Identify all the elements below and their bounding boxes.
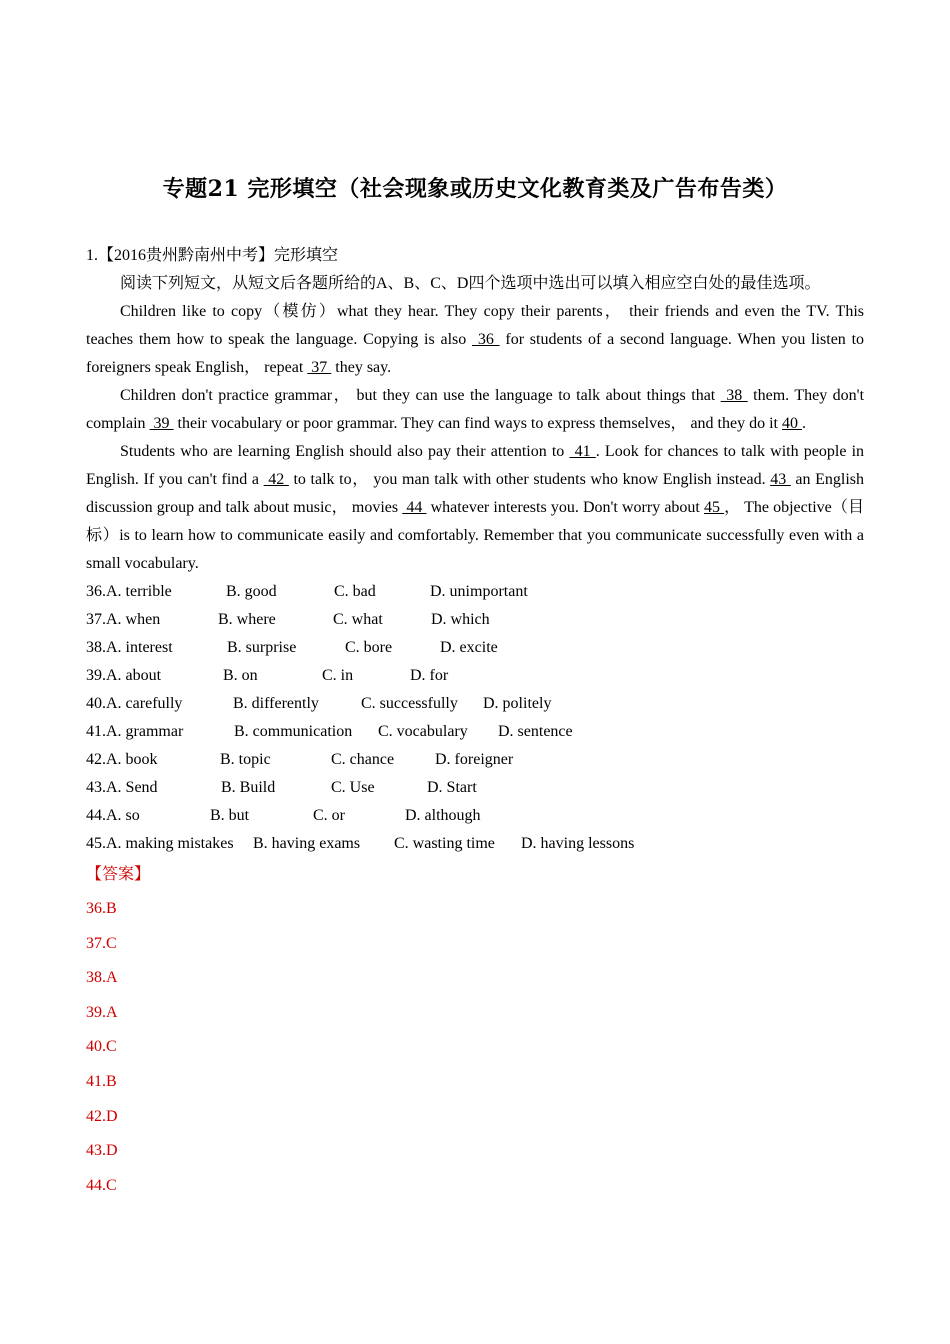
passage-text: Children like to copy（模仿）what they hear. They copy their parents， their friends and even the TV. This teaches them how to speak the language. Copying is also <box>86 303 864 348</box>
blank-42: 42 <box>263 471 289 488</box>
question-heading: 1.【2016贵州黔南州中考】完形填空 <box>86 247 339 264</box>
answer-item: 42.D <box>86 1107 118 1125</box>
option-c: C. bad <box>334 583 376 600</box>
option-d: D. although <box>405 807 481 824</box>
instruction-text: 阅读下列短文，从短文后各题所给的A、B、C、D四个选项中选出可以填入相应空白处的最佳选项。 <box>120 275 821 292</box>
passage-paragraph-3 <box>86 438 864 578</box>
passage-text: ， The objective（目标）is to learn how to communicate easily and comfortably. Remember that you communicate successfully even with a small vocabulary. <box>86 499 865 572</box>
blank-38: 38 <box>720 387 748 404</box>
option-c: C. wasting time <box>394 835 495 852</box>
option-d: D. foreigner <box>435 751 514 768</box>
answer-item: 36.B <box>86 900 117 917</box>
option-c: C. vocabulary <box>378 723 468 740</box>
option-b: B. Build <box>221 779 276 796</box>
option-c: C. what <box>333 611 383 628</box>
option-a: 41.A. grammar <box>86 723 184 740</box>
option-a: 45.A. making mistakes <box>86 835 234 852</box>
option-a: 43.A. Send <box>86 779 158 796</box>
option-d: D. sentence <box>498 723 573 740</box>
option-b: B. but <box>210 807 250 824</box>
passage-text: they say. <box>331 359 392 376</box>
option-row-37 <box>86 606 864 634</box>
passage-text: for students of a second language. When you listen to foreigners speak English， repeat <box>86 331 865 376</box>
option-b: B. where <box>218 611 276 628</box>
answer-heading: 【答案】 <box>86 866 151 883</box>
answer-item: 38.A <box>86 969 118 987</box>
passage-text: them. They don't complain <box>86 387 865 432</box>
option-a: 39.A. about <box>86 667 162 684</box>
option-d: D. which <box>431 611 490 628</box>
option-d: D. Start <box>427 779 477 796</box>
blank-40: 40 <box>781 415 802 432</box>
answer-item: 37.C <box>86 934 117 952</box>
option-d: D. having lessons <box>521 835 635 852</box>
answer-item: 43.D <box>86 1142 118 1160</box>
passage-text: an English discussion group and talk about music， movies <box>86 471 865 516</box>
option-a: 38.A. interest <box>86 639 173 656</box>
blank-43: 43 <box>770 471 791 488</box>
option-row-44 <box>86 802 864 830</box>
passage-paragraph-2 <box>86 382 864 438</box>
passage-text: . Look for chances to talk with people in English. If you can't find a <box>86 443 865 488</box>
blank-45: 45 <box>704 499 725 516</box>
option-row-36 <box>86 578 864 606</box>
passage-text: whatever interests you. Don't worry about <box>426 499 704 516</box>
option-b: B. communication <box>234 723 353 740</box>
passage-text: Students who are learning English should also pay their attention to <box>120 443 570 460</box>
option-b: B. surprise <box>227 639 297 656</box>
option-c: C. Use <box>331 779 375 796</box>
option-a: 36.A. terrible <box>86 583 172 600</box>
option-c: C. chance <box>331 751 395 768</box>
passage-text: to talk to， you man talk with other students who know English instead. <box>288 471 771 488</box>
option-b: B. good <box>226 583 277 600</box>
answer-item: 44.C <box>86 1176 117 1194</box>
option-row-43 <box>86 774 864 802</box>
option-a: 42.A. book <box>86 751 158 768</box>
blank-44: 44 <box>402 499 427 516</box>
option-row-40 <box>86 690 864 718</box>
option-c: C. in <box>322 667 354 684</box>
blank-39: 39 <box>149 415 174 432</box>
passage-text: . <box>801 415 806 432</box>
answer-list <box>86 892 864 1203</box>
option-a: 40.A. carefully <box>86 695 183 712</box>
answer-item: 41.B <box>86 1072 117 1090</box>
blank-41: 41 <box>569 443 596 460</box>
option-a: 37.A. when <box>86 611 161 628</box>
option-d: D. excite <box>440 639 498 656</box>
option-b: B. topic <box>220 751 271 768</box>
option-b: B. having exams <box>253 835 361 852</box>
option-c: C. or <box>313 807 345 824</box>
passage-paragraph-1 <box>86 298 864 382</box>
page-title: 专题21 完形填空（社会现象或历史文化教育类及广告布告类） <box>162 176 788 202</box>
passage-text: Children don't practice grammar， but they can use the language to talk about things that <box>120 387 721 404</box>
option-b: B. differently <box>233 695 319 712</box>
option-row-41 <box>86 718 864 746</box>
option-row-39 <box>86 662 864 690</box>
passage-text: their vocabulary or poor grammar. They can find ways to express themselves， and they do it <box>173 415 782 432</box>
option-d: D. politely <box>483 695 552 712</box>
option-b: B. on <box>223 667 258 684</box>
blank-37: 37 <box>307 359 332 376</box>
option-row-42 <box>86 746 864 774</box>
option-a: 44.A. so <box>86 807 140 824</box>
options-list <box>86 578 864 858</box>
option-row-38 <box>86 634 864 662</box>
answer-item: 39.A <box>86 1003 118 1021</box>
question-content <box>86 242 864 1203</box>
option-d: D. for <box>410 667 449 684</box>
option-row-45 <box>86 830 864 858</box>
option-d: D. unimportant <box>430 583 528 600</box>
option-c: C. bore <box>345 639 393 656</box>
option-c: C. successfully <box>361 695 458 712</box>
answer-item: 40.C <box>86 1038 117 1056</box>
blank-36: 36 <box>472 331 500 348</box>
